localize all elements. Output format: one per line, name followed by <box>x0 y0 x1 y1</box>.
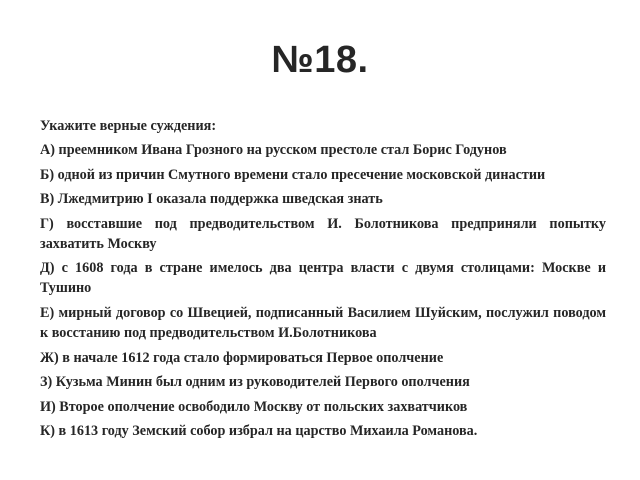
statement-zh: Ж) в начале 1612 года стало формироваться Первое ополчение <box>40 349 444 366</box>
statement-a: А) преемником Ивана Грозного на русском престоле стал Борис Годунов <box>40 142 507 158</box>
statement-k: К) в 1613 году Земский собор избрал на царство Михаила Романова. <box>40 423 478 440</box>
slide-title: №18. <box>271 39 369 81</box>
statement-i: И) Второе ополчение освободило Москву от польских захватчиков <box>40 398 468 415</box>
statement-e: Е) мирный договор со Швецией, подписанный Василием Шуйским, послужил поводом к восстанию под предводительством И.Болотникова <box>40 304 606 341</box>
statement-g: Г) восставшие под предводительством И. Болотникова предприняли попытку захватить Москву <box>40 215 606 252</box>
statement-z: З) Кузьма Минин был одним из руководителей Первого ополчения <box>40 374 470 391</box>
statement-b: Б) одной из причин Смутного времени стало пресечение московской династии <box>40 166 546 183</box>
statement-list <box>40 140 606 441</box>
statement-v: В) Лжедмитрию I оказала поддержка шведская знать <box>40 191 383 208</box>
task-instruction: Укажите верные суждения: <box>40 118 217 134</box>
slide-body <box>40 116 606 446</box>
statement-d: Д) с 1608 года в стране имелось два центра власти с двумя столицами: Москве и Тушино <box>40 260 606 297</box>
